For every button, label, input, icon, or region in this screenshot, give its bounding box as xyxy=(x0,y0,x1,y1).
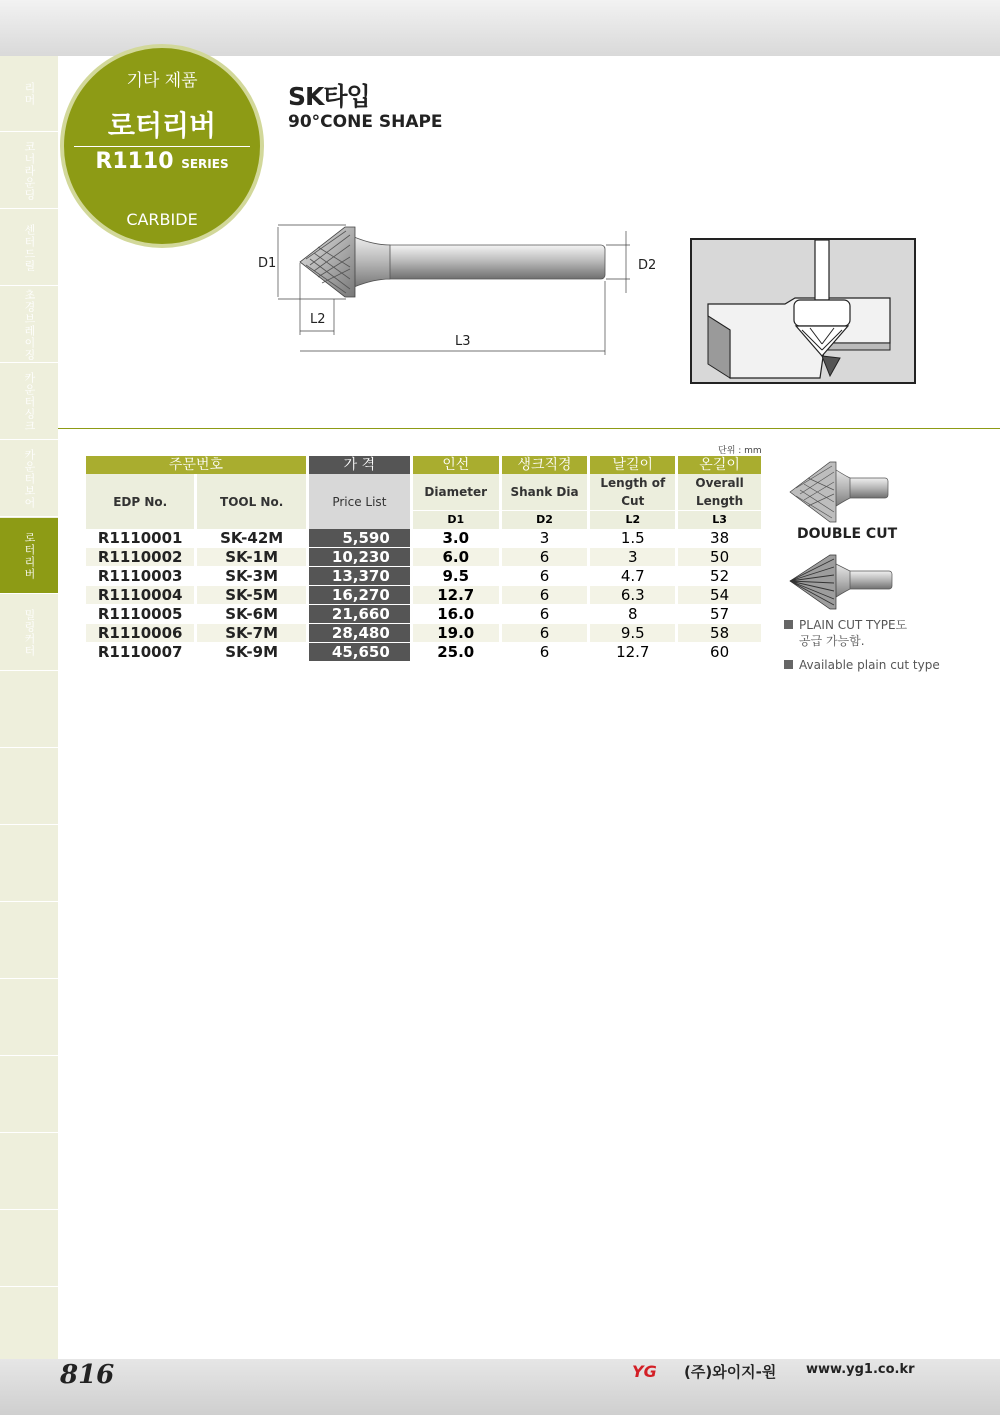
cell-edp: R1110003 xyxy=(86,567,196,586)
sidebar-tab-counterbore[interactable] xyxy=(0,441,58,517)
plain-cut-note-ko xyxy=(784,617,907,649)
header-overall-ko: 온길이 xyxy=(677,456,763,474)
sidebar-tab-label: 로터리버 xyxy=(23,531,36,580)
spec-table xyxy=(86,456,764,662)
table-row xyxy=(86,643,763,662)
sidebar-tab-label: 밀링커터 xyxy=(23,608,36,657)
sidebar-tab-rotary-burr[interactable] xyxy=(0,518,58,594)
cell-tool: SK-7M xyxy=(196,624,308,643)
cell-price: 21,660 xyxy=(307,605,411,624)
sidebar-tab-label: 센터드릴 xyxy=(23,223,36,272)
company-url[interactable]: www.yg1.co.kr xyxy=(806,1362,915,1377)
plain-cut-note-ko-line1: PLAIN CUT TYPE도 xyxy=(799,618,908,632)
cell-price: 5,590 xyxy=(307,529,411,548)
cell-l3: 58 xyxy=(677,624,763,643)
unit-label: 단위 : mm xyxy=(718,446,762,456)
cell-l3: 54 xyxy=(677,586,763,605)
sidebar-tab-empty xyxy=(0,749,58,825)
header-tool: TOOL No. xyxy=(196,474,308,529)
header-edp: EDP No. xyxy=(86,474,196,529)
cell-tool: SK-6M xyxy=(196,605,308,624)
sidebar-tab-label: 카운터보어 xyxy=(23,448,36,509)
cell-l2: 8 xyxy=(589,605,677,624)
header-cut-ko: 날길이 xyxy=(589,456,677,474)
application-illustration xyxy=(690,238,916,384)
cell-price: 10,230 xyxy=(307,548,411,567)
cell-d2: 6 xyxy=(500,605,589,624)
cell-edp: R1110007 xyxy=(86,643,196,662)
symbol-d1: D1 xyxy=(411,511,500,530)
badge-product: 로터리버 xyxy=(107,109,217,142)
table-row xyxy=(86,605,763,624)
cell-edp: R1110005 xyxy=(86,605,196,624)
sidebar-tab-empty xyxy=(0,903,58,979)
cell-edp: R1110004 xyxy=(86,586,196,605)
header-price: 가 격 xyxy=(307,456,411,474)
header-length-of-cut: Length of Cut xyxy=(589,474,677,511)
cell-tool: SK-1M xyxy=(196,548,308,567)
header-diameter: Diameter xyxy=(411,474,500,511)
badge-category: 기타 제품 xyxy=(126,71,198,91)
sidebar-tab-empty xyxy=(0,980,58,1056)
cell-price: 45,650 xyxy=(307,643,411,662)
sidebar-tab-empty xyxy=(0,1288,58,1364)
series-badge xyxy=(60,44,264,248)
sidebar-tab-milling-cutter[interactable] xyxy=(0,595,58,671)
table-row xyxy=(86,548,763,567)
bullet-square-icon xyxy=(784,620,793,629)
sidebar-tab-center-drill[interactable] xyxy=(0,210,58,286)
cell-d1: 25.0 xyxy=(411,643,500,662)
cell-tool: SK-9M xyxy=(196,643,308,662)
cell-d2: 6 xyxy=(500,567,589,586)
symbol-l2: L2 xyxy=(589,511,677,530)
sidebar-tab-empty xyxy=(0,672,58,748)
cell-tool: SK-5M xyxy=(196,586,308,605)
header-shank-dia: Shank Dia xyxy=(500,474,589,511)
page-number: 816 xyxy=(60,1360,115,1390)
cell-l3: 60 xyxy=(677,643,763,662)
header-price-list: Price List xyxy=(307,474,411,529)
sidebar-tab-label: 리머 xyxy=(23,81,36,106)
sidebar-tab-empty xyxy=(0,1057,58,1133)
cell-l3: 57 xyxy=(677,605,763,624)
plain-cut-burr-image xyxy=(786,553,896,613)
cell-d1: 19.0 xyxy=(411,624,500,643)
badge-divider xyxy=(74,146,250,147)
spec-col-header-row xyxy=(86,474,763,511)
page-title: SK타입 xyxy=(288,82,370,111)
plain-cut-note-en-text: Available plain cut type xyxy=(799,658,940,672)
cell-l3: 38 xyxy=(677,529,763,548)
sidebar-tab-empty xyxy=(0,826,58,902)
cell-d2: 6 xyxy=(500,548,589,567)
sidebar-tab-corner-rounding[interactable] xyxy=(0,133,58,209)
cell-tool: SK-3M xyxy=(196,567,308,586)
sidebar xyxy=(0,56,58,1359)
d1-label: D1 xyxy=(258,256,277,271)
cell-d2: 6 xyxy=(500,643,589,662)
cell-l2: 3 xyxy=(589,548,677,567)
cell-l2: 12.7 xyxy=(589,643,677,662)
plain-cut-note-ko-line2: 공급 가능함. xyxy=(799,634,865,648)
header-order-no: 주문번호 xyxy=(86,456,307,474)
page-subtitle: 90°CONE SHAPE xyxy=(288,112,443,132)
cell-edp: R1110006 xyxy=(86,624,196,643)
header-shank-ko: 생크직경 xyxy=(500,456,589,474)
burr-dimension-drawing xyxy=(250,215,670,365)
spec-group-header-row xyxy=(86,456,763,474)
cell-d1: 16.0 xyxy=(411,605,500,624)
badge-series xyxy=(64,149,260,174)
double-cut-burr-image xyxy=(786,458,896,526)
company-name: (주)와이지-원 xyxy=(684,1363,777,1381)
sidebar-tab-label: 코너라운딩 xyxy=(23,140,36,201)
cell-l2: 4.7 xyxy=(589,567,677,586)
badge-series-code: R1110 xyxy=(95,149,174,174)
cell-d2: 3 xyxy=(500,529,589,548)
badge-material: CARBIDE xyxy=(126,210,198,229)
table-row xyxy=(86,567,763,586)
shank xyxy=(385,245,605,279)
cell-d1: 12.7 xyxy=(411,586,500,605)
plain-cut-note-en xyxy=(784,658,940,672)
table-row xyxy=(86,586,763,605)
cell-edp: R1110002 xyxy=(86,548,196,567)
sidebar-tab-empty xyxy=(0,1134,58,1210)
bullet-square-icon xyxy=(784,660,793,669)
company-logo: YG xyxy=(632,1362,657,1381)
table-row xyxy=(86,529,763,548)
sidebar-tab-empty xyxy=(0,1211,58,1287)
cell-edp: R1110001 xyxy=(86,529,196,548)
l3-label: L3 xyxy=(455,334,471,349)
cell-price: 13,370 xyxy=(307,567,411,586)
cell-l2: 6.3 xyxy=(589,586,677,605)
cell-l2: 9.5 xyxy=(589,624,677,643)
d2-label: D2 xyxy=(638,258,657,273)
l2-label: L2 xyxy=(310,312,326,327)
cell-d1: 9.5 xyxy=(411,567,500,586)
cell-tool: SK-42M xyxy=(196,529,308,548)
sidebar-tab-label: 초경브레이징 xyxy=(23,288,36,361)
cell-d2: 6 xyxy=(500,586,589,605)
header-diameter-ko: 인선 xyxy=(411,456,500,474)
badge-series-word: SERIES xyxy=(181,157,229,171)
symbol-d2: D2 xyxy=(500,511,589,530)
cell-price: 16,270 xyxy=(307,586,411,605)
cell-l3: 52 xyxy=(677,567,763,586)
cell-d1: 6.0 xyxy=(411,548,500,567)
cell-d1: 3.0 xyxy=(411,529,500,548)
sidebar-tab-countersink[interactable] xyxy=(0,364,58,440)
sidebar-tab-reamer[interactable] xyxy=(0,56,58,132)
sidebar-tab-label: 카운터싱크 xyxy=(23,371,36,432)
symbol-l3: L3 xyxy=(677,511,763,530)
cell-l3: 50 xyxy=(677,548,763,567)
cell-l2: 1.5 xyxy=(589,529,677,548)
header-overall-length: Overall Length xyxy=(677,474,763,511)
section-divider xyxy=(58,428,1000,429)
cell-price: 28,480 xyxy=(307,624,411,643)
sidebar-tab-carbide-brazing[interactable] xyxy=(0,287,58,363)
cell-d2: 6 xyxy=(500,624,589,643)
double-cut-label: DOUBLE CUT xyxy=(797,526,898,542)
table-row xyxy=(86,624,763,643)
